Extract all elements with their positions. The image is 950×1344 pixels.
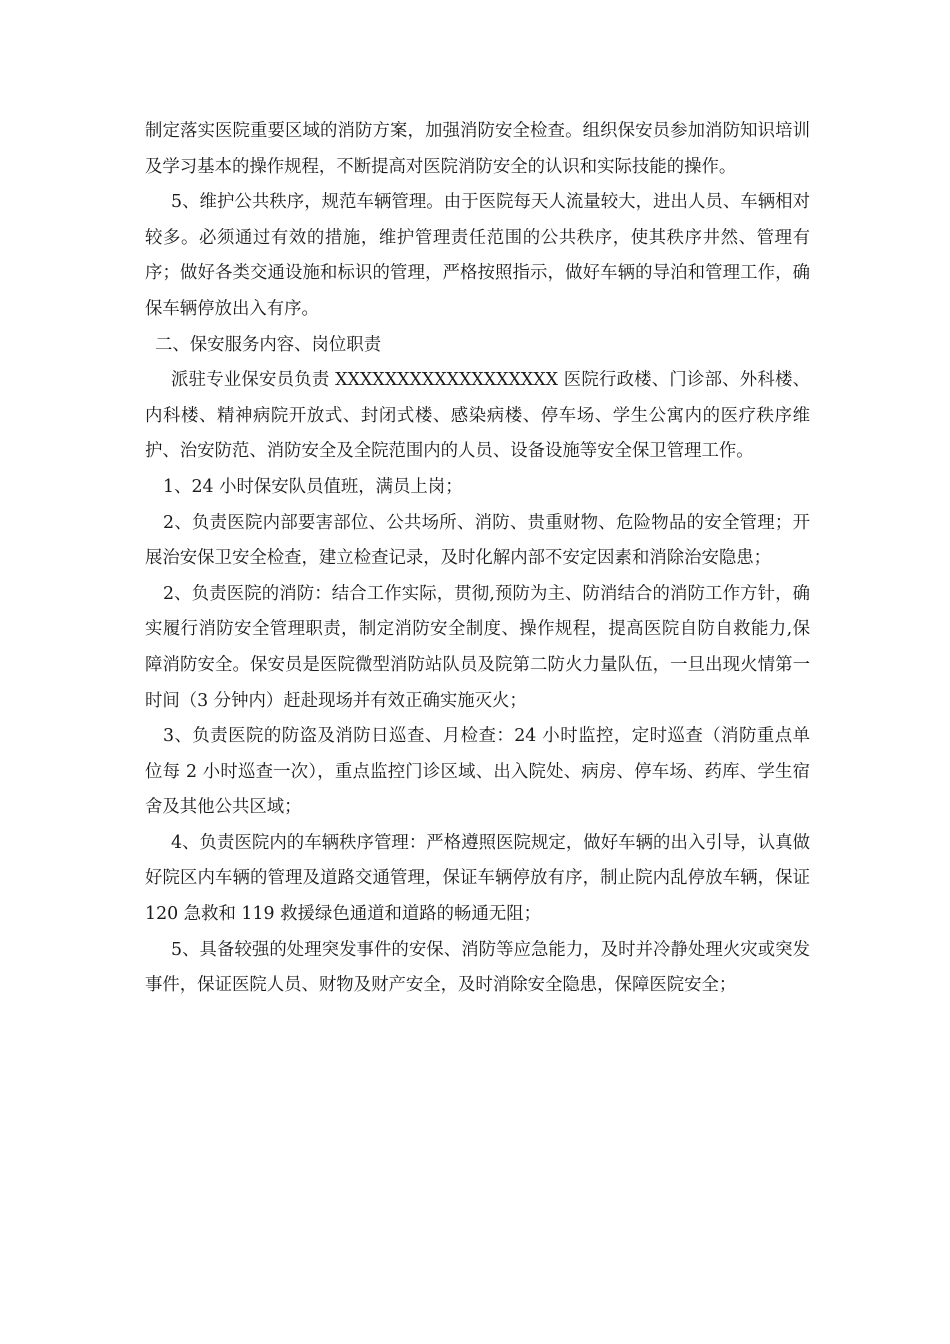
paragraph-public-order: 5、维护公共秩序，规范车辆管理。由于医院每天人流量较大，进出人员、车辆相对较多。必须通过有效的措施，维护管理责任范围的公共秩序，使其秩序井然、管理有序；做好各类交通设施和标识的管理，严格按照指示，做好车辆的导泊和管理工作，确保车辆停放出入有序。 (145, 192, 810, 319)
list-item-duty-5-emergency: 5、具备较强的处理突发事件的安保、消防等应急能力，及时并冷静处理火灾或突发事件，保证医院人员、财物及财产安全，及时消除安全隐患，保障医院安全； (145, 939, 810, 996)
list-item-duty-2-fire: 2、负责医院的消防：结合工作实际，贯彻,预防为主、防消结合的消防工作方针，确实履行消防安全管理职责，制定消防安全制度、操作规程，提高医院自防自救能力,保障消防安全。保安员是医院微型消防站队员及院第二防火力量队伍，一旦出现火情第一时间（3 分钟内）赶赴现场并有效正确实施灭火； (145, 583, 810, 711)
document-body (145, 114, 810, 1004)
list-item-duty-4-vehicles: 4、负责医院内的车辆秩序管理：严格遵照医院规定，做好车辆的出入引导，认真做好院区内车辆的管理及道路交通管理，保证车辆停放有序，制止院内乱停放车辆，保证 120 急救和 119 救援绿色通道和道路的畅通无阻； (145, 832, 810, 925)
section-heading-duties: 二、保安服务内容、岗位职责 (155, 334, 382, 355)
paragraph-service-scope: 派驻专业保安员负责 XXXXXXXXXXXXXXXXXX 医院行政楼、门诊部、外科楼、内科楼、精神病院开放式、封闭式楼、感染病楼、停车场、学生公寓内的医疗秩序维护、治安防范、消防安全及全院范围内的人员、设备设施等安全保卫管理工作。 (145, 370, 810, 462)
list-item-duty-2-security: 2、负责医院内部要害部位、公共场所、消防、贵重财物、危险物品的安全管理；开展治安保卫安全检查，建立检查记录，及时化解内部不安定因素和消除治安隐患； (145, 512, 810, 569)
list-item-duty-1: 1、24 小时保安队员值班，满员上岗； (163, 476, 463, 497)
list-item-duty-3-patrol: 3、负责医院的防盗及消防日巡查、月检查：24 小时监控，定时巡查（消防重点单位每 2 小时巡查一次），重点监控门诊区域、出入院处、病房、停车场、药库、学生宿舍及其他公共区域； (145, 726, 810, 818)
paragraph-fire-plan-continuation: 制定落实医院重要区域的消防方案，加强消防安全检查。组织保安员参加消防知识培训及学习基本的操作规程，不断提高对医院消防安全的认识和实际技能的操作。 (145, 121, 810, 177)
